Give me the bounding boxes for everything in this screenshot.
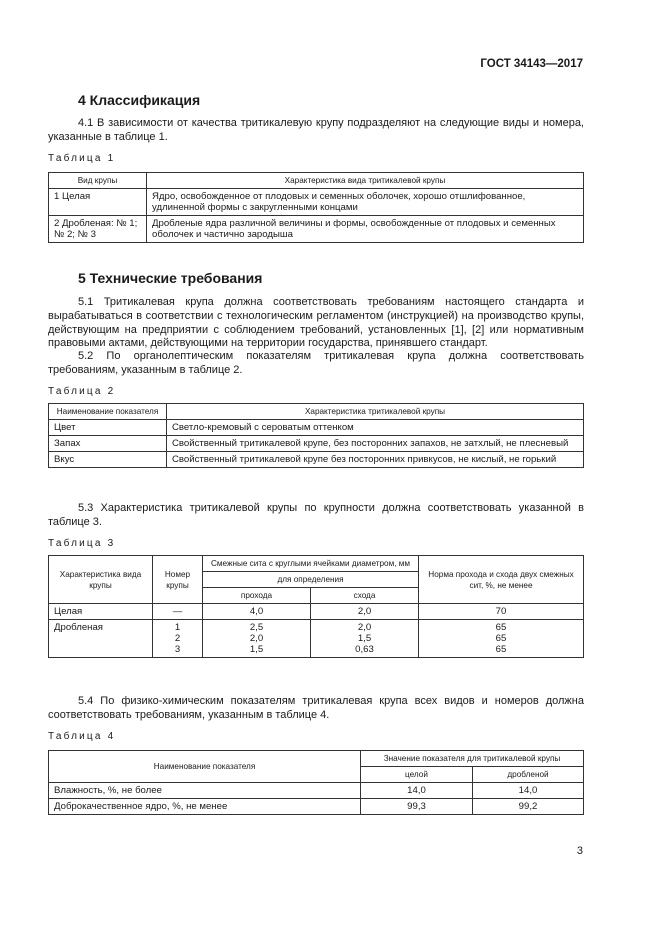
- paragraph-4-1: 4.1 В зависимости от качества тритикалевую крупу подразделяют на следующие виды и номера, указанные в таблице 1.: [48, 117, 584, 143]
- table-cell: 4,0: [203, 604, 311, 620]
- cell-line: 65: [495, 633, 507, 644]
- table-cell: Влажность, %, не более: [49, 783, 361, 799]
- table-cell: 2 Дробленая: № 1; № 2; № 3: [49, 216, 147, 243]
- table-header-row: [49, 751, 584, 767]
- table-cell: Дробленая: [49, 620, 153, 658]
- standard-header: ГОСТ 34143—2017: [480, 58, 583, 70]
- table-cell: [153, 620, 203, 658]
- table-row: [49, 189, 584, 216]
- table-cell: 14,0: [361, 783, 473, 799]
- table-row: [49, 420, 584, 436]
- table-header-cell: Наименование показателя: [49, 404, 167, 420]
- table-cell: 70: [419, 604, 584, 620]
- paragraph-5-2: 5.2 По органолептическим показателям тритикалевая крупа должна соответствовать требованиям, указанным в таблице 2.: [48, 350, 584, 376]
- table-cell: Вкус: [49, 452, 167, 468]
- section-5-title: 5 Технические требования: [78, 270, 263, 286]
- table-row: [49, 799, 584, 815]
- table-header-cell: прохода: [203, 588, 311, 604]
- paragraph-5-4: 5.4 По физико-химическим показателям тритикалевая крупа всех видов и номеров должна соответствовать требованиям, указанным в таблице 4.: [48, 695, 584, 721]
- table-header-cell: Номер крупы: [153, 556, 203, 604]
- table-cell: 99,2: [473, 799, 584, 815]
- table-1: [48, 172, 584, 243]
- table-header-cell: целой: [361, 767, 473, 783]
- table-row: [49, 783, 584, 799]
- table-cell: —: [153, 604, 203, 620]
- table-cell: 99,3: [361, 799, 473, 815]
- table-cell: 14,0: [473, 783, 584, 799]
- table-cell: Свойственный тритикалевой крупе без посторонних привкусов, не кислый, не горький: [167, 452, 584, 468]
- table-2: [48, 403, 584, 468]
- cell-line: 0,63: [355, 644, 374, 655]
- cell-line: 2,5: [249, 622, 264, 633]
- cell-line: 65: [495, 622, 507, 633]
- table-4: [48, 750, 584, 815]
- table-header-cell: Норма прохода и схода двух смежных сит, %, не менее: [419, 556, 584, 604]
- table-header-cell: дробленой: [473, 767, 584, 783]
- cell-line: 2,0: [357, 622, 372, 633]
- table-cell: Цвет: [49, 420, 167, 436]
- table-header-cell: Характеристика вида крупы: [49, 556, 153, 604]
- table-row: [49, 216, 584, 243]
- table-header-cell: Наименование показателя: [49, 751, 361, 783]
- table-cell: [203, 620, 311, 658]
- table-3: [48, 555, 584, 658]
- table-cell: Ядро, освобожденное от плодовых и семенных оболочек, хорошо отшлифованное, удлиненной формы с закругленными концами: [147, 189, 584, 216]
- table-cell: [419, 620, 584, 658]
- table-row: [49, 452, 584, 468]
- table-4-caption: Таблица 4: [48, 731, 116, 742]
- table-header-cell: Вид крупы: [49, 173, 147, 189]
- table-row: [49, 604, 584, 620]
- cell-line: 3: [174, 644, 181, 655]
- table-row: [49, 620, 584, 658]
- table-2-caption: Таблица 2: [48, 386, 116, 397]
- paragraph-5-3: 5.3 Характеристика тритикалевой крупы по крупности должна соответствовать указанной в таблице 3.: [48, 502, 584, 528]
- table-cell: 2,0: [311, 604, 419, 620]
- table-header-cell: Характеристика тритикалевой крупы: [167, 404, 584, 420]
- cell-line: 1: [174, 622, 181, 633]
- paragraph-5-1: 5.1 Тритикалевая крупа должна соответствовать требованиям настоящего стандарта и вырабатываться в соответствии с технологическим регламентом (инструкцией) на производство крупы, действующим на предприятии с соблюдением требований, установленных [1], [2] или нормативным правовыми актами, действующими на территории государства, принявшего стандарт.: [48, 296, 584, 350]
- table-header-row: [49, 556, 584, 572]
- table-header-cell: Смежные сита с круглыми ячейками диаметром, мм: [203, 556, 419, 572]
- table-header-row: [49, 173, 584, 189]
- cell-line: 65: [495, 644, 507, 655]
- table-header-cell: Характеристика вида тритикалевой крупы: [147, 173, 584, 189]
- section-4-title: 4 Классификация: [78, 92, 201, 108]
- table-cell: Свойственный тритикалевой крупе, без посторонних запахов, не затхлый, не плесневый: [167, 436, 584, 452]
- table-header-row: [49, 404, 584, 420]
- cell-line: 1,5: [249, 644, 264, 655]
- table-header-cell: Значение показателя для тритикалевой крупы: [361, 751, 584, 767]
- cell-line: 2: [174, 633, 181, 644]
- cell-line: 2,0: [249, 633, 264, 644]
- table-cell: Дробленые ядра различной величины и формы, освобожденные от плодовых и семенных оболочек и частично зародыша: [147, 216, 584, 243]
- table-header-cell: схода: [311, 588, 419, 604]
- table-row: [49, 436, 584, 452]
- table-cell: Целая: [49, 604, 153, 620]
- table-cell: 1 Целая: [49, 189, 147, 216]
- table-cell: Доброкачественное ядро, %, не менее: [49, 799, 361, 815]
- page-number: 3: [576, 845, 583, 857]
- table-header-cell: для определения: [203, 572, 419, 588]
- table-3-caption: Таблица 3: [48, 538, 116, 549]
- cell-line: 1,5: [357, 633, 372, 644]
- table-cell: Светло-кремовый с сероватым оттенком: [167, 420, 584, 436]
- table-cell: [311, 620, 419, 658]
- table-cell: Запах: [49, 436, 167, 452]
- table-1-caption: Таблица 1: [48, 153, 116, 164]
